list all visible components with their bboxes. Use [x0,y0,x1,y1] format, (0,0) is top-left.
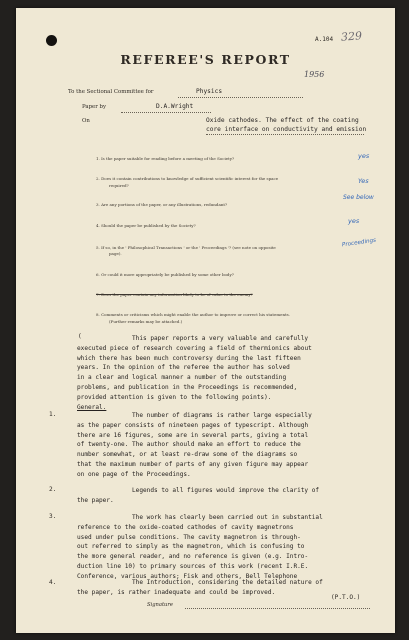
pencil-file-number: 329 [340,29,363,44]
answer-4: yes [348,217,360,225]
committee-value: Physics [196,88,223,95]
pto-note: (P.T.O.) [331,594,361,601]
item-3-text [77,513,323,582]
item-4-line: the paper, is rather inadequate and could be improved. [77,588,276,596]
item-1-line: of twenty-one. The author should make an effort to reduce the [77,441,301,449]
intro-line: which there has been much controversy during the last fifteen [77,354,301,362]
item-3-line: Conference, various authors; Fisk and others, Bell Telephone [77,572,298,580]
question-8-line-2: (Further remarks may be attached.) [109,319,183,324]
reference-code: A.104 [315,36,334,43]
punch-hole [46,35,57,46]
referee-report-page [16,8,395,633]
signature-label: Signature [147,602,173,608]
intro-line: executed piece of research covering a field of thermionics about [77,344,312,352]
item-1-line: there are 16 figures, some are in several parts, giving a total [77,431,309,439]
question-5-line-2: page). [109,251,122,256]
intro-paragraph [77,334,312,412]
committee-label: To the Sectional Committee for [68,89,154,95]
paper-title-line-2: core interface on conductivity and emission [206,126,367,133]
page-title: REFEREE'S REPORT [120,52,291,67]
answer-2: Yes [358,177,369,185]
question-3: 3. Are any portions of the paper, or any illustrations, redundant? [96,202,228,207]
answer-3: See below [343,194,374,201]
item-1-line: that the maximum number of parts of any given figure may appear [77,460,309,468]
handwritten-year: 1956 [304,70,325,79]
item-4-text [77,578,323,598]
item-4-line: The Introduction, considering the detailed nature of [132,579,323,586]
intro-line: problems, and publication in the Proceedings is recommended, [77,383,298,391]
question-8-line-1: 8. Comments or criticisms which might enable the author to improve or correct his statements. [96,312,290,317]
intro-line: years. In the opinion of the referee the author has solved [77,364,290,372]
item-3-number: 3. [49,513,57,520]
item-1-line: as the paper consists of nineteen pages of typescript. Although [77,421,309,429]
item-3-line: The work has clearly been carried out in substantial [132,514,323,521]
item-3-line: duction line 10) to primary sources of this work (recent I.R.E. [77,562,309,570]
intro-line: provided attention is given to the following points). [77,393,272,401]
on-label: On [82,118,90,124]
item-1-text [77,411,312,480]
item-3-line: the more general reader, and no reference is given (e.g. Intro- [77,553,309,561]
paper-title-line-1: Oxide cathodes. The effect of the coating [206,117,359,124]
on-rule [206,134,364,135]
item-1-line: on one page of the Proceedings. [77,470,191,478]
question-4: 4. Should the paper be published by the Society? [96,223,196,228]
question-2-line-1: 2. Does it contain contributions to knowledge of sufficient scientific interest for the space [96,176,279,181]
paper-by-label: Paper by [82,104,107,110]
item-3-line: reference to the oxide-coated cathodes of cavity magnetrons [77,523,294,531]
item-2-text [77,486,319,506]
paper-by-value: D.A.Wright [156,103,194,110]
item-4-number: 4. [49,579,57,586]
answer-5: Proceedings [341,237,377,249]
intro-line: in a clear and logical manner a number of the outstanding [77,374,287,382]
question-1: 1. Is the paper suitable for reading before a meeting of the Society? [96,156,235,161]
committee-rule [178,97,303,98]
paren-mark: ( [78,333,82,340]
answer-1: yes [358,152,370,160]
item-2-line: the paper. [77,496,114,504]
item-1-line: number somewhat, or at least re-draw some of the diagrams so [77,451,298,459]
question-7-struck: 7. Does the paper contain any information likely to be of value to the enemy? [96,292,253,297]
question-2-line-2: required? [109,183,129,188]
question-6: 6. Or could it more appropriately be published by some other body? [96,272,234,277]
item-3-line: used under pulse conditions. The cavity magnetron is through- [77,533,301,541]
paper-by-rule [121,112,211,113]
intro-line: This paper reports a very valuable and carefully [132,335,309,342]
signature-rule [185,608,370,609]
item-3-line: out referred to simply as the magnetron, which is confusing to [77,543,305,551]
item-2-number: 2. [49,486,57,493]
section-heading: General. [77,403,107,411]
item-1-number: 1. [49,411,57,418]
question-5-line-1: 5. If so, in the ' Philosophical Transactions ' or the ' Proceedings '? (see note on opposite [96,245,276,250]
item-1-line: The number of diagrams is rather large especially [132,412,312,419]
item-2-line: Legends to all figures would improve the clarity of [132,487,320,494]
